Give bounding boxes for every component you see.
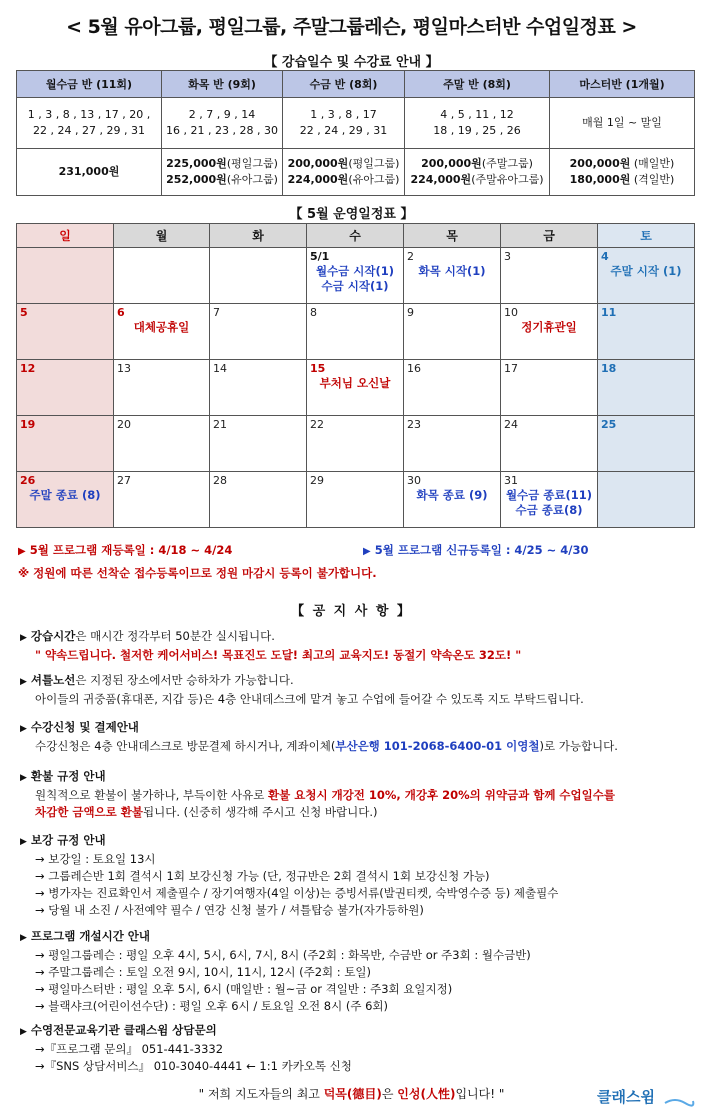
day-number: 5/1 [310, 250, 330, 263]
calendar-event: 주말 종료 (8) [29, 488, 101, 502]
fee-header: 주말 반 (8회) [405, 71, 550, 98]
calendar-day-cell [114, 416, 210, 472]
notice-title: 【 공 지 사 항 】 [291, 604, 412, 619]
day-number: 2 [407, 250, 414, 263]
day-number: 27 [117, 474, 131, 487]
rereg-period: ▶ 5월 프로그램 재등록일 : 4/18 ~ 4/24 [18, 543, 233, 557]
fee-header: 마스터반 (1개월) [550, 71, 695, 98]
fee-price-cell: 200,000원(평일그룹) 224,000원(유아그룹) [283, 149, 405, 196]
calendar-week-row [17, 248, 695, 304]
day-number: 31 [504, 474, 518, 487]
calendar-day-cell [17, 416, 114, 472]
weekday-header: 일 [17, 224, 114, 248]
weekday-header: 월 [114, 224, 210, 248]
calendar-day-cell [598, 416, 695, 472]
calendar-day-cell [404, 304, 501, 360]
day-number: 25 [601, 418, 617, 431]
day-number: 23 [407, 418, 421, 431]
day-number: 8 [310, 306, 317, 319]
calendar-event: 수금 종료(8) [515, 503, 583, 517]
calendar-day-cell [307, 248, 404, 304]
fee-dates-cell: 4 , 5 , 11 , 12 18 , 19 , 25 , 26 [405, 98, 550, 149]
fee-dates-cell: 매월 1일 ~ 말일 [550, 98, 695, 149]
calendar-day-cell [501, 472, 598, 528]
fee-header: 월수금 반 (11회) [17, 71, 162, 98]
notice-contact: ▶ 수영전문교육기관 클래스윔 상담문의 →『프로그램 문의』 051-441-3332 →『SNS 상담서비스』 010-3040-4441 ← 1:1 카카오톡 신청 [20, 1023, 352, 1073]
calendar-day-cell [404, 360, 501, 416]
calendar-day-cell [114, 248, 210, 304]
day-number: 26 [20, 474, 36, 487]
fee-table [16, 70, 695, 196]
day-number: 21 [213, 418, 227, 431]
fee-header: 수금 반 (8회) [283, 71, 405, 98]
fee-dates-cell: 1 , 3 , 8 , 13 , 17 , 20 , 22 , 24 , 27 , 29 , 31 [17, 98, 162, 149]
day-number: 19 [20, 418, 36, 431]
day-number: 20 [117, 418, 131, 431]
calendar-weekday-row [17, 224, 695, 248]
calendar-event: 주말 시작 (1) [610, 264, 682, 278]
day-number: 11 [601, 306, 617, 319]
calendar-day-cell [307, 360, 404, 416]
calendar-day-cell [598, 472, 695, 528]
weekday-header: 수 [307, 224, 404, 248]
calendar-day-cell [17, 248, 114, 304]
day-number: 22 [310, 418, 324, 431]
calendar-day-cell [114, 360, 210, 416]
calendar-event: 화목 시작(1) [418, 264, 486, 278]
calendar-day-cell [307, 304, 404, 360]
notice-makeup: ▶ 보강 규정 안내 → 보강일 : 토요일 13시 → 그룹레슨반 1회 결석시 1회 보강신청 가능 (단, 정규반은 2회 결석시 1회 보강신청 가능) → 병가자는 진료확인서 제출필수 / 장기여행자(4일 이상)는 증빙서류(발권티켓, 숙박영수증 등) 제출필수 → 당월 내 소진 / 사전예약 필수 / 연강 신청 불가 / 셔틀탑승 불가(자가등하원) [20, 833, 559, 917]
weekday-header: 화 [210, 224, 307, 248]
calendar-table [16, 223, 695, 528]
calendar-day-cell [210, 416, 307, 472]
calendar-day-cell [598, 360, 695, 416]
classwim-logo [595, 1083, 695, 1109]
calendar-day-cell [598, 248, 695, 304]
fee-price-cell: 231,000원 [17, 149, 162, 196]
calendar-day-cell [210, 472, 307, 528]
calendar-event: 부처님 오신날 [319, 376, 391, 390]
calendar-event: 화목 종료 (9) [416, 488, 488, 502]
notice-refund: ▶ 환불 규정 안내 원칙적으로 환불이 불가하나, 부득이한 사유로 환불 요청시 개강전 10%, 개강후 20%의 위약금과 함께 수업일수를 차감한 금액으로 환불됩니다. (신중히 생각해 주시고 신청 바랍니다.) [20, 769, 615, 819]
calendar-week-row [17, 304, 695, 360]
registration-note: ※ 정원에 따른 선착순 접수등록이므로 정원 마감시 등록이 불가합니다. [18, 566, 377, 580]
notice-programs: ▶ 프로그램 개설시간 안내 → 평일그룹레슨 : 평일 오후 4시, 5시, 6시, 7시, 8시 (주2회 : 화목반, 수금반 or 주3회 : 월수금반) → 주말그룹레슨 : 토일 오전 9시, 10시, 11시, 12시 (주2회 : 토일) → 평일마스터반 : 평일 오후 5시, 6시 (매일반 : 월~금 or 격일반 : 주3회 요일지정) → 블랙샤크(어린이선수단) : 평일 오후 6시 / 토요일 오전 8시 (주 6회) [20, 929, 531, 1013]
fee-price-cell: 225,000원(평일그룹) 252,000원(유아그룹) [162, 149, 283, 196]
calendar-day-cell [114, 472, 210, 528]
calendar-event: 정기휴관일 [521, 320, 577, 334]
day-number: 5 [20, 306, 28, 319]
calendar-section-title: 【 5월 운영일정표 】 [289, 207, 414, 222]
calendar-day-cell [17, 304, 114, 360]
day-number: 10 [504, 306, 518, 319]
calendar-event: 월수금 종료(11) [505, 488, 593, 502]
calendar-day-cell [404, 248, 501, 304]
day-number: 15 [310, 362, 326, 375]
footer-motto: " 저희 지도자들의 최고 덕목(德目)은 인성(人性)입니다! " [198, 1087, 505, 1101]
day-number: 7 [213, 306, 220, 319]
calendar-event: 월수금 시작(1) [315, 264, 395, 278]
page-title: < 5월 유아그룹, 평일그룹, 주말그룹레슨, 평일마스터반 수업일정표 > [66, 16, 637, 38]
newreg-period: ▶ 5월 프로그램 신규등록일 : 4/25 ~ 4/30 [363, 543, 589, 557]
fee-section-title: 【 강습일수 및 수강료 안내 】 [264, 55, 439, 70]
calendar-day-cell [210, 360, 307, 416]
calendar-day-cell [501, 248, 598, 304]
fee-header: 화목 반 (9회) [162, 71, 283, 98]
day-number: 24 [504, 418, 518, 431]
fee-price-cell: 200,000원(주말그룹) 224,000원(주말유아그룹) [405, 149, 550, 196]
calendar-day-cell [404, 472, 501, 528]
calendar-day-cell [501, 416, 598, 472]
calendar-day-cell [404, 416, 501, 472]
logo-text: 클래스윔 [597, 1089, 655, 1106]
day-number: 17 [504, 362, 518, 375]
notice-class-time: ▶ 강습시간은 매시간 정각부터 50분간 실시됩니다. " 약속드립니다. 철저한 케어서비스! 목표진도 도달! 최고의 교육지도! 동절기 약속온도 32도! " [20, 629, 522, 662]
calendar-week-row [17, 360, 695, 416]
calendar-week-row [17, 472, 695, 528]
notice-shuttle: ▶ 셔틀노선은 지정된 장소에서만 승하차가 가능합니다. 아이들의 귀중품(휴대폰, 지갑 등)은 4층 안내데스크에 맡겨 놓고 수업에 들어갈 수 있도록 지도 부탁드립니다. [20, 673, 584, 706]
fee-price-row [17, 149, 695, 196]
fee-header-row [17, 71, 695, 98]
calendar-day-cell [598, 304, 695, 360]
day-number: 3 [504, 250, 511, 263]
fee-dates-row [17, 98, 695, 149]
calendar-day-cell [17, 472, 114, 528]
day-number: 12 [20, 362, 36, 375]
calendar-day-cell [501, 304, 598, 360]
calendar-week-row [17, 416, 695, 472]
calendar-day-cell [307, 416, 404, 472]
day-number: 14 [213, 362, 227, 375]
day-number: 29 [310, 474, 324, 487]
fee-dates-cell: 2 , 7 , 9 , 14 16 , 21 , 23 , 28 , 30 [162, 98, 283, 149]
calendar-day-cell [501, 360, 598, 416]
calendar-day-cell [114, 304, 210, 360]
weekday-header: 토 [598, 224, 695, 248]
day-number: 18 [601, 362, 617, 375]
day-number: 28 [213, 474, 227, 487]
notice-payment: ▶ 수강신청 및 결제안내 수강신청은 4층 안내데스크로 방문결제 하시거나, 계좌이체(부산은행 101-2068-6400-01 이영철)로 가능합니다. [20, 720, 618, 753]
weekday-header: 목 [404, 224, 501, 248]
day-number: 4 [601, 250, 609, 263]
calendar-day-cell [210, 304, 307, 360]
day-number: 16 [407, 362, 421, 375]
calendar-event: 수금 시작(1) [321, 279, 389, 293]
calendar-day-cell [17, 360, 114, 416]
calendar-day-cell [307, 472, 404, 528]
day-number: 30 [407, 474, 421, 487]
fee-dates-cell: 1 , 3 , 8 , 17 22 , 24 , 29 , 31 [283, 98, 405, 149]
calendar-day-cell [210, 248, 307, 304]
calendar-event: 대체공휴일 [133, 320, 190, 334]
day-number: 9 [407, 306, 414, 319]
day-number: 13 [117, 362, 131, 375]
day-number: 6 [117, 306, 125, 319]
fee-price-cell: 200,000원 (매일반) 180,000원 (격일반) [550, 149, 695, 196]
weekday-header: 금 [501, 224, 598, 248]
